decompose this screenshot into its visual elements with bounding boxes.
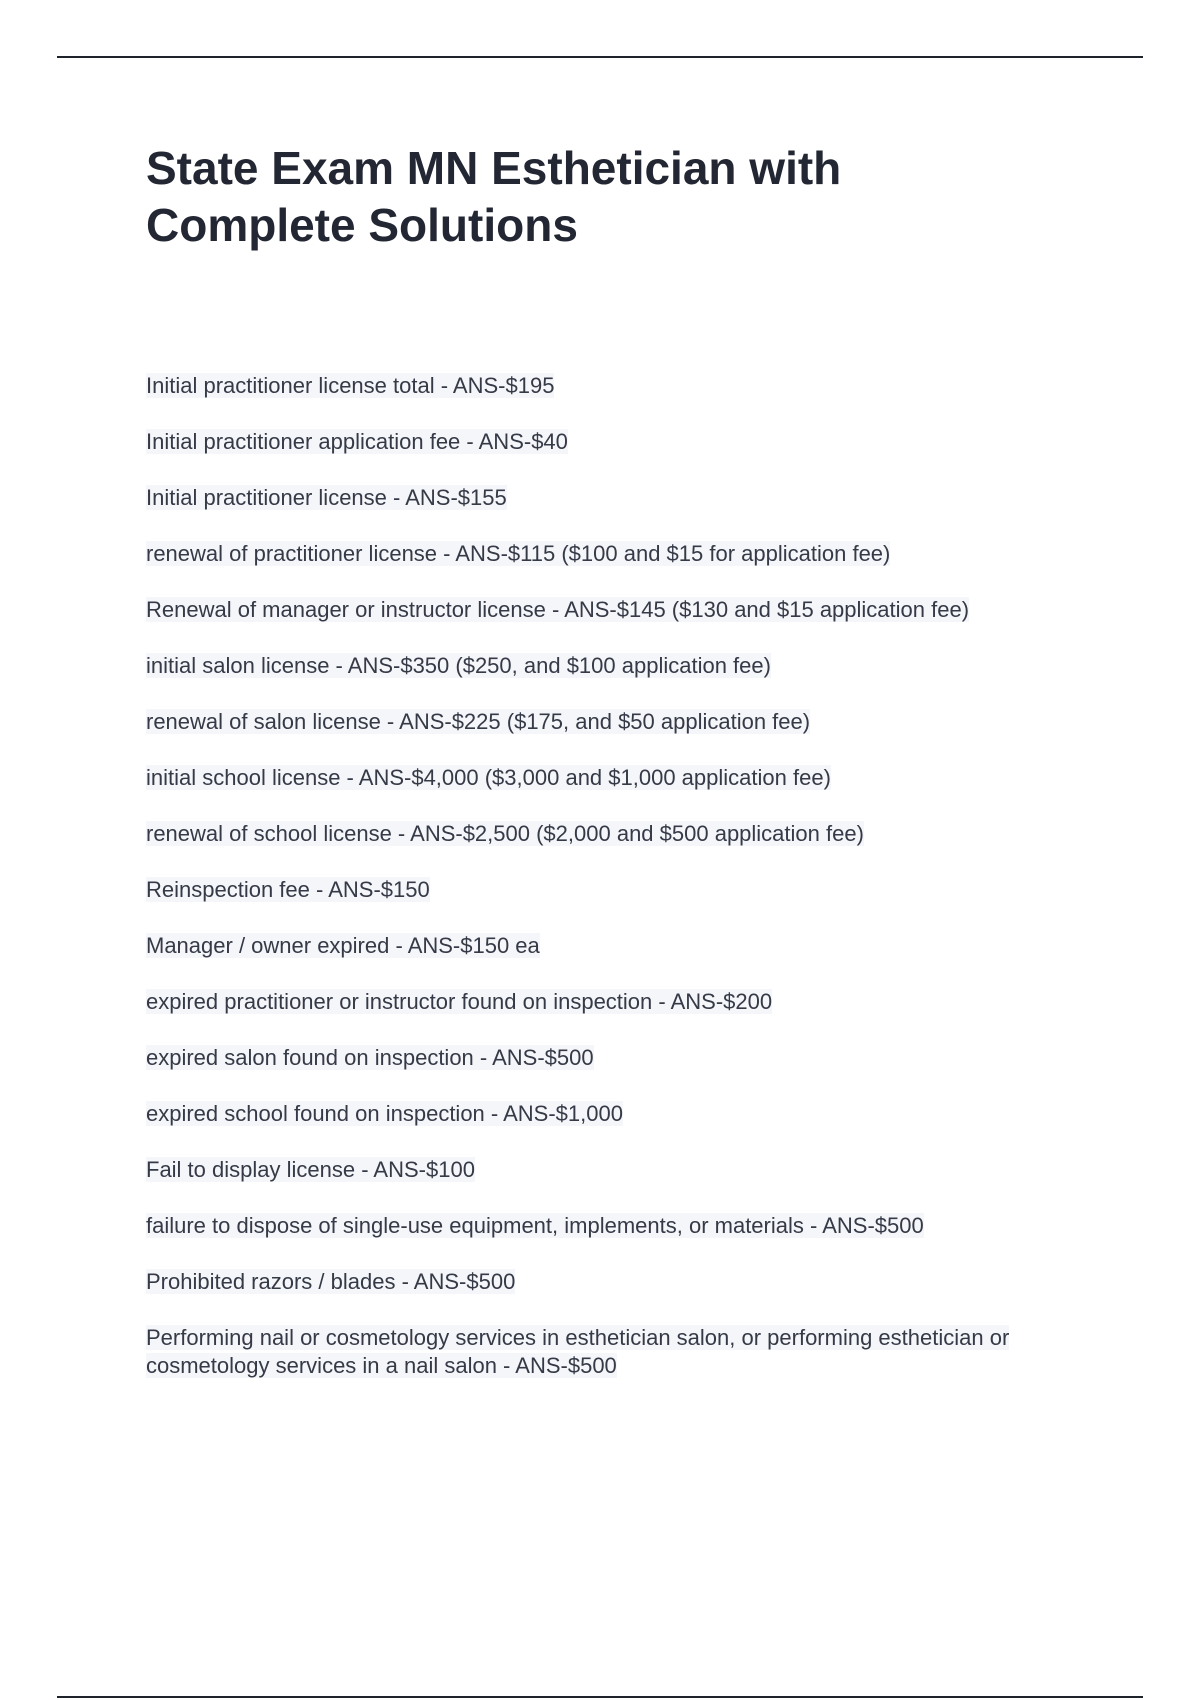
- qa-list: [146, 372, 1076, 1380]
- title-line-2: Complete Solutions: [146, 199, 578, 251]
- qa-item: Initial practitioner license - ANS-$155: [146, 485, 507, 510]
- qa-item: Reinspection fee - ANS-$150: [146, 877, 430, 902]
- qa-item: expired salon found on inspection - ANS-$500: [146, 1045, 594, 1070]
- header-rule: [57, 56, 1143, 58]
- qa-item: initial salon license - ANS-$350 ($250, and $100 application fee): [146, 653, 771, 678]
- qa-item: initial school license - ANS-$4,000 ($3,000 and $1,000 application fee): [146, 765, 831, 790]
- qa-item: Initial practitioner application fee - ANS-$40: [146, 429, 568, 454]
- qa-item: Prohibited razors / blades - ANS-$500: [146, 1269, 516, 1294]
- qa-item: failure to dispose of single-use equipment, implements, or materials - ANS-$500: [146, 1213, 924, 1238]
- qa-item: expired school found on inspection - ANS-$1,000: [146, 1101, 623, 1126]
- footer-rule: [57, 1696, 1143, 1698]
- qa-item: renewal of salon license - ANS-$225 ($175, and $50 application fee): [146, 709, 811, 734]
- qa-item: Renewal of manager or instructor license - ANS-$145 ($130 and $15 application fee): [146, 597, 970, 622]
- qa-item: renewal of practitioner license - ANS-$115 ($100 and $15 for application fee): [146, 541, 891, 566]
- qa-item: Manager / owner expired - ANS-$150 ea: [146, 933, 540, 958]
- qa-item: expired practitioner or instructor found on inspection - ANS-$200: [146, 989, 773, 1014]
- qa-item: Performing nail or cosmetology services in esthetician salon, or performing esthetician or cosmetology services in a nail salon - ANS-$500: [146, 1325, 1010, 1378]
- qa-item: Initial practitioner license total - ANS-$195: [146, 373, 555, 398]
- document-body: [146, 140, 1076, 1408]
- qa-item: renewal of school license - ANS-$2,500 ($2,000 and $500 application fee): [146, 821, 864, 846]
- qa-item: Fail to display license - ANS-$100: [146, 1157, 475, 1182]
- title-line-1: State Exam MN Esthetician with: [146, 142, 842, 194]
- document-title: [146, 140, 1076, 254]
